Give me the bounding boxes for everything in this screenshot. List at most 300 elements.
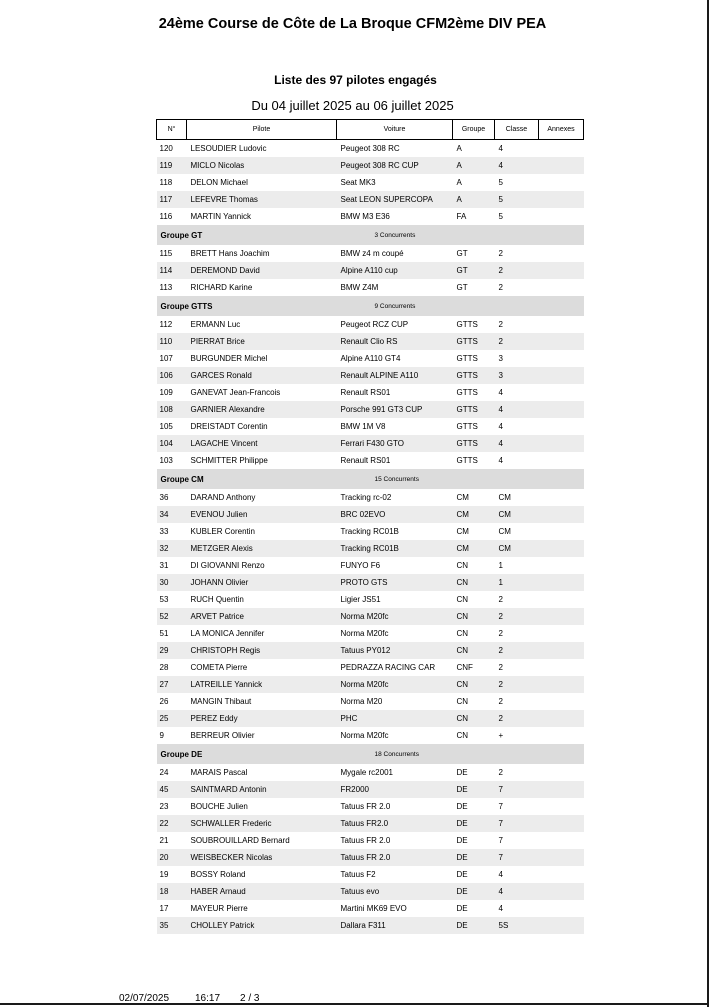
row-groupe: GT (453, 245, 495, 262)
row-number: 29 (157, 642, 187, 659)
row-number: 36 (157, 489, 187, 506)
row-number: 9 (157, 727, 187, 744)
row-classe: 7 (495, 849, 539, 866)
row-number: 106 (157, 367, 187, 384)
table-row (157, 401, 584, 418)
row-groupe: GTTS (453, 452, 495, 469)
table-row (157, 608, 584, 625)
footer-date: 02/07/2025 (119, 993, 170, 1004)
document-subtitle: Liste des 97 pilotes engagés (274, 73, 437, 87)
row-annexes (539, 262, 584, 279)
table-row (157, 140, 584, 158)
row-classe: 4 (495, 401, 539, 418)
row-voiture: Renault Clio RS (337, 333, 453, 350)
table-row (157, 591, 584, 608)
table-row (157, 208, 584, 225)
row-groupe: CNF (453, 659, 495, 676)
row-pilote: DEREMOND David (187, 262, 337, 279)
row-number: 32 (157, 540, 187, 557)
row-pilote: DI GIOVANNI Renzo (187, 557, 337, 574)
row-voiture: Norma M20fc (337, 727, 453, 744)
group-name: Groupe CM (157, 469, 337, 489)
row-classe: 7 (495, 832, 539, 849)
table-row (157, 849, 584, 866)
row-classe: 7 (495, 798, 539, 815)
row-classe: 2 (495, 316, 539, 333)
row-annexes (539, 764, 584, 781)
row-groupe: CN (453, 642, 495, 659)
row-groupe: GTTS (453, 401, 495, 418)
table-row (157, 435, 584, 452)
row-voiture: Tracking RC01B (337, 540, 453, 557)
row-number: 21 (157, 832, 187, 849)
row-pilote: GARNIER Alexandre (187, 401, 337, 418)
table-row (157, 333, 584, 350)
row-voiture: Norma M20fc (337, 676, 453, 693)
row-pilote: HABER Arnaud (187, 883, 337, 900)
row-classe: 4 (495, 435, 539, 452)
table-row (157, 489, 584, 506)
table-row (157, 262, 584, 279)
row-number: 33 (157, 523, 187, 540)
row-annexes (539, 191, 584, 208)
row-number: 28 (157, 659, 187, 676)
row-classe: 2 (495, 642, 539, 659)
row-groupe: GT (453, 262, 495, 279)
table-row (157, 693, 584, 710)
row-number: 107 (157, 350, 187, 367)
row-number: 17 (157, 900, 187, 917)
document-title: 24ème Course de Côte de La Broque CFM2ème DIV PEA (158, 16, 547, 32)
row-classe: 5 (495, 174, 539, 191)
row-annexes (539, 676, 584, 693)
row-pilote: BRETT Hans Joachim (187, 245, 337, 262)
row-voiture: Renault RS01 (337, 384, 453, 401)
group-header-row (157, 744, 584, 764)
row-groupe: DE (453, 849, 495, 866)
row-voiture: FR2000 (337, 781, 453, 798)
row-number: 45 (157, 781, 187, 798)
row-pilote: KUBLER Corentin (187, 523, 337, 540)
row-groupe: CN (453, 625, 495, 642)
row-classe: 2 (495, 608, 539, 625)
row-number: 34 (157, 506, 187, 523)
row-pilote: DARAND Anthony (187, 489, 337, 506)
page-border (0, 1003, 709, 1005)
row-voiture: Ferrari F430 GTO (337, 435, 453, 452)
row-classe: 2 (495, 676, 539, 693)
row-pilote: COMETA Pierre (187, 659, 337, 676)
row-voiture: Tatuus F2 (337, 866, 453, 883)
table-row (157, 384, 584, 401)
row-classe: 2 (495, 279, 539, 296)
row-groupe: DE (453, 917, 495, 934)
row-voiture: Peugeot 308 RC (337, 140, 453, 158)
row-pilote: MARAIS Pascal (187, 764, 337, 781)
row-classe: CM (495, 523, 539, 540)
row-groupe: CN (453, 727, 495, 744)
row-number: 118 (157, 174, 187, 191)
column-header-annexes: Annexes (539, 120, 584, 140)
row-number: 109 (157, 384, 187, 401)
row-classe: 5 (495, 208, 539, 225)
row-voiture: Renault RS01 (337, 452, 453, 469)
row-voiture: PEDRAZZA RACING CAR (337, 659, 453, 676)
table-row (157, 174, 584, 191)
row-annexes (539, 540, 584, 557)
row-pilote: SOUBROUILLARD Bernard (187, 832, 337, 849)
row-annexes (539, 333, 584, 350)
row-pilote: MAYEUR Pierre (187, 900, 337, 917)
table-row (157, 781, 584, 798)
row-voiture: Norma M20fc (337, 608, 453, 625)
column-header-number: N° (157, 120, 187, 140)
row-voiture: Seat MK3 (337, 174, 453, 191)
row-pilote: LAGACHE Vincent (187, 435, 337, 452)
row-annexes (539, 693, 584, 710)
row-classe: 4 (495, 452, 539, 469)
column-header-voiture: Voiture (337, 120, 453, 140)
group-header-row (157, 296, 584, 316)
row-groupe: GTTS (453, 384, 495, 401)
row-annexes (539, 384, 584, 401)
row-pilote: SCHMITTER Philippe (187, 452, 337, 469)
row-classe: 4 (495, 866, 539, 883)
row-annexes (539, 659, 584, 676)
row-number: 24 (157, 764, 187, 781)
row-annexes (539, 727, 584, 744)
row-pilote: WEISBECKER Nicolas (187, 849, 337, 866)
group-name: Groupe GT (157, 225, 337, 245)
row-annexes (539, 591, 584, 608)
table-row (157, 917, 584, 934)
row-pilote: ARVET Patrice (187, 608, 337, 625)
table-row (157, 710, 584, 727)
row-pilote: ERMANN Luc (187, 316, 337, 333)
row-pilote: BERREUR Olivier (187, 727, 337, 744)
row-classe: 2 (495, 659, 539, 676)
row-classe: 2 (495, 245, 539, 262)
table-row (157, 367, 584, 384)
row-groupe: DE (453, 798, 495, 815)
row-groupe: GTTS (453, 350, 495, 367)
table-row (157, 900, 584, 917)
row-number: 23 (157, 798, 187, 815)
row-annexes (539, 401, 584, 418)
row-number: 117 (157, 191, 187, 208)
row-classe: 2 (495, 591, 539, 608)
row-voiture: Tatuus evo (337, 883, 453, 900)
row-voiture: Ligier JS51 (337, 591, 453, 608)
row-annexes (539, 815, 584, 832)
row-classe: 2 (495, 764, 539, 781)
row-voiture: Tatuus FR 2.0 (337, 832, 453, 849)
row-annexes (539, 883, 584, 900)
row-annexes (539, 174, 584, 191)
row-classe: CM (495, 489, 539, 506)
table-row (157, 659, 584, 676)
row-voiture: Porsche 991 GT3 CUP (337, 401, 453, 418)
row-annexes (539, 798, 584, 815)
row-voiture: Tatuus FR 2.0 (337, 849, 453, 866)
row-pilote: MARTIN Yannick (187, 208, 337, 225)
row-voiture: BRC 02EVO (337, 506, 453, 523)
row-number: 120 (157, 140, 187, 158)
row-voiture: Dallara F311 (337, 917, 453, 934)
row-groupe: GTTS (453, 333, 495, 350)
row-number: 22 (157, 815, 187, 832)
table-row (157, 523, 584, 540)
row-number: 51 (157, 625, 187, 642)
row-groupe: DE (453, 815, 495, 832)
row-groupe: CN (453, 608, 495, 625)
row-voiture: Norma M20 (337, 693, 453, 710)
row-groupe: DE (453, 883, 495, 900)
row-number: 119 (157, 157, 187, 174)
group-count: 18 Concurrents (337, 744, 584, 764)
row-voiture: BMW z4 m coupé (337, 245, 453, 262)
table-row (157, 676, 584, 693)
footer-time: 16:17 (195, 993, 221, 1004)
table-row (157, 245, 584, 262)
row-number: 110 (157, 333, 187, 350)
group-header-row (157, 469, 584, 489)
row-number: 27 (157, 676, 187, 693)
column-header-classe: Classe (495, 120, 539, 140)
group-header-row (157, 225, 584, 245)
row-groupe: A (453, 174, 495, 191)
row-annexes (539, 506, 584, 523)
row-groupe: CN (453, 710, 495, 727)
row-annexes (539, 642, 584, 659)
row-classe: 4 (495, 883, 539, 900)
row-classe: 2 (495, 262, 539, 279)
row-number: 103 (157, 452, 187, 469)
row-voiture: Tracking rc-02 (337, 489, 453, 506)
row-pilote: CHOLLEY Patrick (187, 917, 337, 934)
row-number: 53 (157, 591, 187, 608)
row-pilote: BOUCHE Julien (187, 798, 337, 815)
row-number: 115 (157, 245, 187, 262)
row-pilote: PEREZ Eddy (187, 710, 337, 727)
row-groupe: CM (453, 489, 495, 506)
row-voiture: Seat LEON SUPERCOPA (337, 191, 453, 208)
row-number: 116 (157, 208, 187, 225)
row-pilote: SAINTMARD Antonin (187, 781, 337, 798)
row-voiture: Mygale rc2001 (337, 764, 453, 781)
table-row (157, 815, 584, 832)
table-row (157, 452, 584, 469)
row-annexes (539, 574, 584, 591)
row-annexes (539, 367, 584, 384)
row-classe: 2 (495, 693, 539, 710)
table-row (157, 574, 584, 591)
row-annexes (539, 608, 584, 625)
table-row (157, 418, 584, 435)
row-annexes (539, 279, 584, 296)
row-number: 114 (157, 262, 187, 279)
row-voiture: Norma M20fc (337, 625, 453, 642)
row-annexes (539, 781, 584, 798)
row-number: 25 (157, 710, 187, 727)
row-groupe: GTTS (453, 367, 495, 384)
row-pilote: GANEVAT Jean-Francois (187, 384, 337, 401)
row-annexes (539, 849, 584, 866)
row-number: 35 (157, 917, 187, 934)
table-row (157, 350, 584, 367)
table-row (157, 832, 584, 849)
row-classe: 1 (495, 574, 539, 591)
row-voiture: Tracking RC01B (337, 523, 453, 540)
row-groupe: A (453, 157, 495, 174)
row-annexes (539, 625, 584, 642)
row-voiture: Renault ALPINE A110 (337, 367, 453, 384)
row-voiture: Tatuus FR2.0 (337, 815, 453, 832)
row-pilote: DREISTADT Corentin (187, 418, 337, 435)
row-annexes (539, 832, 584, 849)
row-classe: CM (495, 540, 539, 557)
row-classe: 3 (495, 350, 539, 367)
row-pilote: MICLO Nicolas (187, 157, 337, 174)
row-groupe: CN (453, 676, 495, 693)
row-classe: 4 (495, 418, 539, 435)
row-voiture: Peugeot 308 RC CUP (337, 157, 453, 174)
row-voiture: BMW 1M V8 (337, 418, 453, 435)
row-classe: 5 (495, 191, 539, 208)
page-border (707, 0, 709, 1007)
row-pilote: DELON Michael (187, 174, 337, 191)
drivers-table (156, 119, 584, 934)
row-pilote: RICHARD Karine (187, 279, 337, 296)
row-pilote: CHRISTOPH Regis (187, 642, 337, 659)
row-classe: 2 (495, 333, 539, 350)
table-row (157, 279, 584, 296)
row-voiture: FUNYO F6 (337, 557, 453, 574)
row-classe: 7 (495, 815, 539, 832)
row-voiture: Tatuus FR 2.0 (337, 798, 453, 815)
row-annexes (539, 900, 584, 917)
row-classe: 4 (495, 900, 539, 917)
row-annexes (539, 316, 584, 333)
row-annexes (539, 523, 584, 540)
row-annexes (539, 208, 584, 225)
row-groupe: DE (453, 781, 495, 798)
row-classe: 4 (495, 384, 539, 401)
row-voiture: Martini MK69 EVO (337, 900, 453, 917)
row-groupe: CM (453, 523, 495, 540)
row-pilote: LEFEVRE Thomas (187, 191, 337, 208)
row-number: 104 (157, 435, 187, 452)
row-number: 19 (157, 866, 187, 883)
row-classe: + (495, 727, 539, 744)
table-row (157, 191, 584, 208)
row-annexes (539, 418, 584, 435)
row-classe: 5S (495, 917, 539, 934)
row-groupe: CN (453, 693, 495, 710)
row-voiture: Alpine A110 cup (337, 262, 453, 279)
row-groupe: DE (453, 764, 495, 781)
row-number: 52 (157, 608, 187, 625)
row-annexes (539, 866, 584, 883)
row-groupe: A (453, 140, 495, 158)
row-voiture: PROTO GTS (337, 574, 453, 591)
row-groupe: CN (453, 574, 495, 591)
row-pilote: LA MONICA Jennifer (187, 625, 337, 642)
row-voiture: Alpine A110 GT4 (337, 350, 453, 367)
row-pilote: LESOUDIER Ludovic (187, 140, 337, 158)
row-groupe: DE (453, 832, 495, 849)
row-classe: 1 (495, 557, 539, 574)
row-annexes (539, 157, 584, 174)
table-row (157, 557, 584, 574)
row-classe: 2 (495, 625, 539, 642)
row-classe: 4 (495, 157, 539, 174)
row-pilote: SCHWALLER Frederic (187, 815, 337, 832)
row-groupe: CM (453, 540, 495, 557)
row-number: 112 (157, 316, 187, 333)
table-row (157, 727, 584, 744)
row-pilote: BOSSY Roland (187, 866, 337, 883)
row-groupe: CN (453, 557, 495, 574)
table-row (157, 798, 584, 815)
table-row (157, 540, 584, 557)
row-voiture: BMW M3 E36 (337, 208, 453, 225)
table-row (157, 883, 584, 900)
row-groupe: DE (453, 866, 495, 883)
row-number: 18 (157, 883, 187, 900)
row-classe: 4 (495, 140, 539, 158)
row-number: 26 (157, 693, 187, 710)
row-classe: 7 (495, 781, 539, 798)
row-annexes (539, 710, 584, 727)
footer-page-number: 2 / 3 (240, 993, 260, 1004)
table-body (157, 140, 584, 935)
row-groupe: GTTS (453, 418, 495, 435)
row-number: 20 (157, 849, 187, 866)
row-classe: 3 (495, 367, 539, 384)
row-groupe: FA (453, 208, 495, 225)
row-annexes (539, 489, 584, 506)
row-annexes (539, 452, 584, 469)
row-groupe: CM (453, 506, 495, 523)
row-voiture: Tatuus PY012 (337, 642, 453, 659)
row-classe: CM (495, 506, 539, 523)
row-annexes (539, 350, 584, 367)
table-row (157, 764, 584, 781)
table-row (157, 866, 584, 883)
row-pilote: GARCES Ronald (187, 367, 337, 384)
column-header-pilote: Pilote (187, 120, 337, 140)
table-header-row (157, 120, 584, 140)
row-annexes (539, 435, 584, 452)
group-count: 9 Concurrents (337, 296, 584, 316)
row-voiture: PHC (337, 710, 453, 727)
group-name: Groupe DE (157, 744, 337, 764)
row-number: 31 (157, 557, 187, 574)
row-groupe: GT (453, 279, 495, 296)
row-groupe: GTTS (453, 435, 495, 452)
column-header-groupe: Groupe (453, 120, 495, 140)
group-name: Groupe GTTS (157, 296, 337, 316)
table-row (157, 316, 584, 333)
table-row (157, 642, 584, 659)
table-row (157, 157, 584, 174)
row-groupe: DE (453, 900, 495, 917)
row-annexes (539, 557, 584, 574)
row-annexes (539, 245, 584, 262)
group-count: 15 Concurrents (337, 469, 584, 489)
row-pilote: PIERRAT Brice (187, 333, 337, 350)
